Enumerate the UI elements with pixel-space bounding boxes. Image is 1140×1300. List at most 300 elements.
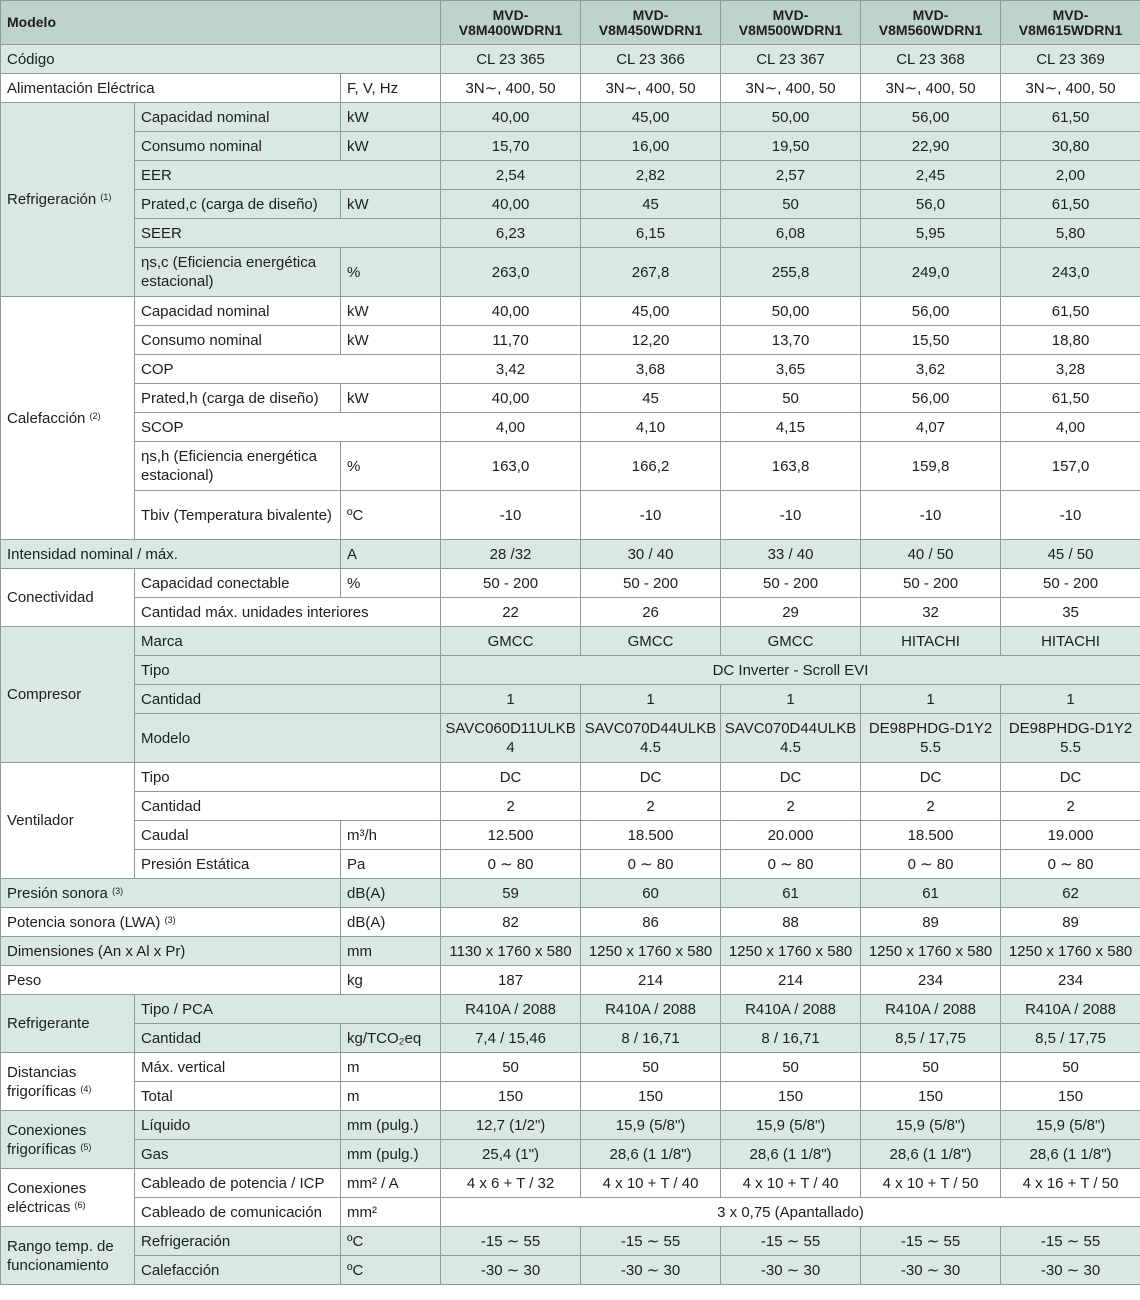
value-cell: 61: [861, 879, 1001, 908]
value-cell: 2: [861, 792, 1001, 821]
value-cell: 159,8: [861, 442, 1001, 491]
value-cell: 8 / 16,71: [721, 1024, 861, 1053]
value-cell: 32: [861, 598, 1001, 627]
group-label: [1, 1053, 135, 1111]
value-cell: 1: [1001, 685, 1140, 714]
row-refrigerante-tipo-pca: [1, 995, 1140, 1024]
value-cell: 30 / 40: [581, 540, 721, 569]
row-label: EER: [135, 161, 441, 190]
row-label: Marca: [135, 627, 441, 656]
value-cell: 3,68: [581, 355, 721, 384]
value-cell: 61,50: [1001, 103, 1140, 132]
row-label: Tipo: [135, 656, 441, 685]
row-rango-refrigeracion: [1, 1227, 1140, 1256]
value-cell: 2,82: [581, 161, 721, 190]
value-cell: 18.500: [581, 821, 721, 850]
row-label: Refrigeración: [135, 1227, 341, 1256]
unit-cell: mm² / A: [341, 1169, 441, 1198]
value-cell: 15,70: [441, 132, 581, 161]
unit-cell: mm²: [341, 1198, 441, 1227]
value-cell: 45: [581, 384, 721, 413]
value-cell: CL 23 369: [1001, 45, 1140, 74]
value-cell: R410A / 2088: [441, 995, 581, 1024]
value-cell: 56,00: [861, 384, 1001, 413]
value-cell: HITACHI: [861, 627, 1001, 656]
row-calefaccion-prated-h-carga-de-diseno: [1, 384, 1140, 413]
value-cell: 1250 x 1760 x 580: [1001, 937, 1140, 966]
value-cell: 3N∼, 400, 50: [861, 74, 1001, 103]
value-line: DE98PHDG-D1Y2: [1008, 720, 1133, 737]
value-cell: 19,50: [721, 132, 861, 161]
value-cell: 62: [1001, 879, 1140, 908]
value-cell: -15 ∼ 55: [861, 1227, 1001, 1256]
row-label: Total: [135, 1082, 341, 1111]
value-cell: -30 ∼ 30: [581, 1256, 721, 1285]
value-cell: 50 - 200: [581, 569, 721, 598]
value-cell: 30,80: [1001, 132, 1140, 161]
value-cell: 1250 x 1760 x 580: [581, 937, 721, 966]
row-label: Tipo: [135, 763, 441, 792]
row-conexiones-elec-cableado-de-potencia-icp: [1, 1169, 1140, 1198]
value-cell: 50 - 200: [441, 569, 581, 598]
group-label-text: Código: [7, 50, 55, 68]
row-dimensiones: [1, 937, 1140, 966]
value-cell: 22,90: [861, 132, 1001, 161]
value-cell: R410A / 2088: [721, 995, 861, 1024]
row-label: Gas: [135, 1140, 341, 1169]
model-name-line: MVD-: [1052, 6, 1089, 23]
value-cell: 150: [441, 1082, 581, 1111]
value-cell: 7,4 / 15,46: [441, 1024, 581, 1053]
group-label-text: Intensidad nominal / máx.: [7, 545, 178, 563]
value-cell: 15,9 (5/8"): [1001, 1111, 1140, 1140]
group-label-text: Distancias frigoríficas: [7, 1063, 77, 1100]
value-cell: 4,07: [861, 413, 1001, 442]
row-conexiones-elec-cableado-de-comunicacion: [1, 1198, 1140, 1227]
value-cell: 50 - 200: [721, 569, 861, 598]
value-cell: 45,00: [581, 297, 721, 326]
value-cell: 1: [581, 685, 721, 714]
row-label: [1, 74, 341, 103]
value-cell: 40,00: [441, 297, 581, 326]
value-cell: 4 x 10 + T / 40: [581, 1169, 721, 1198]
row-label: Cantidad máx. unidades interiores: [135, 598, 441, 627]
model-header: [721, 1, 861, 45]
value-cell: -10: [721, 491, 861, 540]
unit-cell: kW: [341, 326, 441, 355]
value-cell: 61,50: [1001, 190, 1140, 219]
value-cell: 3,65: [721, 355, 861, 384]
value-cell: 86: [581, 908, 721, 937]
row-label: Capacidad nominal: [135, 103, 341, 132]
model-name-line: MVD-: [632, 6, 669, 23]
value-cell: 2: [1001, 792, 1140, 821]
unit-cell: %: [341, 248, 441, 297]
merged-value-cell: 3 x 0,75 (Apantallado): [441, 1198, 1140, 1227]
value-cell: 187: [441, 966, 581, 995]
value-cell: R410A / 2088: [1001, 995, 1140, 1024]
value-cell: 12,20: [581, 326, 721, 355]
value-cell: 26: [581, 598, 721, 627]
group-label: [1, 103, 135, 297]
value-cell: 11,70: [441, 326, 581, 355]
row-label: Cableado de potencia / ICP: [135, 1169, 341, 1198]
value-cell: 2: [441, 792, 581, 821]
group-label: [1, 1169, 135, 1227]
model-name-line: V8M500WDRN1: [738, 21, 843, 38]
value-cell: 1: [441, 685, 581, 714]
row-label: COP: [135, 355, 441, 384]
value-cell: 267,8: [581, 248, 721, 297]
row-label: Consumo nominal: [135, 326, 341, 355]
value-cell: 2,45: [861, 161, 1001, 190]
value-cell: 50: [721, 384, 861, 413]
row-calefaccion-scop: [1, 413, 1140, 442]
value-cell: 15,9 (5/8"): [861, 1111, 1001, 1140]
value-cell: 163,0: [441, 442, 581, 491]
value-cell: 0 ∼ 80: [441, 850, 581, 879]
group-label: [1, 627, 135, 763]
row-ventilador-presion-estatica: [1, 850, 1140, 879]
value-cell: 22: [441, 598, 581, 627]
unit-cell: mm (pulg.): [341, 1111, 441, 1140]
value-cell: DC: [861, 763, 1001, 792]
value-cell: 40,00: [441, 384, 581, 413]
row-label: Prated,h (carga de diseño): [135, 384, 341, 413]
value-cell: CL 23 368: [861, 45, 1001, 74]
value-cell: 33 / 40: [721, 540, 861, 569]
unit-cell: m³/h: [341, 821, 441, 850]
value-cell: 40 / 50: [861, 540, 1001, 569]
value-cell: 60: [581, 879, 721, 908]
unit-cell: m: [341, 1082, 441, 1111]
value-cell: 234: [861, 966, 1001, 995]
value-cell: 150: [1001, 1082, 1140, 1111]
value-line: 4: [506, 739, 515, 756]
row-ventilador-tipo: [1, 763, 1140, 792]
value-cell: 28,6 (1 1/8"): [581, 1140, 721, 1169]
row-conexiones-frig-liquido: [1, 1111, 1140, 1140]
value-cell: 89: [1001, 908, 1140, 937]
value-cell: 2: [581, 792, 721, 821]
group-label-text: Ventilador: [7, 812, 74, 829]
value-cell: 2,57: [721, 161, 861, 190]
row-calefaccion-s-h-eficiencia-energetica-estacional: [1, 442, 1140, 491]
value-cell: 4 x 10 + T / 40: [721, 1169, 861, 1198]
value-cell: 2: [721, 792, 861, 821]
row-label: Prated,c (carga de diseño): [135, 190, 341, 219]
value-cell: 45,00: [581, 103, 721, 132]
value-cell: R410A / 2088: [581, 995, 721, 1024]
unit-cell: kg: [341, 966, 441, 995]
value-cell: 4,00: [441, 413, 581, 442]
row-label: [1, 937, 341, 966]
value-cell: GMCC: [441, 627, 581, 656]
value-cell: HITACHI: [1001, 627, 1140, 656]
group-label-text: Conexiones frigoríficas: [7, 1121, 87, 1158]
value-cell: 40,00: [441, 103, 581, 132]
value-cell: 15,50: [861, 326, 1001, 355]
value-cell: 243,0: [1001, 248, 1140, 297]
row-conexiones-frig-gas: [1, 1140, 1140, 1169]
group-label-text: Potencia sonora (LWA): [7, 913, 161, 931]
value-cell: [441, 714, 581, 763]
value-cell: 20.000: [721, 821, 861, 850]
row-label: ηs,c (Eficiencia energética estacional): [135, 248, 341, 297]
value-line: SAVC070D44ULKB: [584, 720, 717, 737]
model-name-line: V8M400WDRN1: [458, 21, 563, 38]
row-compresor-cantidad: [1, 685, 1140, 714]
row-potencia-sonora: [1, 908, 1140, 937]
group-label-text: Rango temp. de funcionamiento: [7, 1237, 114, 1274]
row-label: [1, 45, 441, 74]
row-label: [1, 908, 341, 937]
value-line: 4.5: [640, 739, 661, 756]
group-label-text: Refrigerante: [7, 1015, 90, 1032]
value-cell: -30 ∼ 30: [721, 1256, 861, 1285]
group-label-text: Compresor: [7, 686, 82, 703]
value-cell: 56,00: [861, 103, 1001, 132]
value-cell: 1: [721, 685, 861, 714]
row-label: Modelo: [135, 714, 441, 763]
value-cell: 157,0: [1001, 442, 1140, 491]
model-name-line: V8M560WDRN1: [878, 21, 983, 38]
row-label: Tbiv (Temperatura bivalente): [135, 491, 341, 540]
unit-cell: F, V, Hz: [341, 74, 441, 103]
value-cell: 19.000: [1001, 821, 1140, 850]
row-label: SCOP: [135, 413, 441, 442]
value-cell: 50: [721, 1053, 861, 1082]
model-name-line: MVD-: [492, 6, 529, 23]
row-label: Cableado de comunicación: [135, 1198, 341, 1227]
value-cell: 12,7 (1/2"): [441, 1111, 581, 1140]
row-refrigeracion-consumo-nominal: [1, 132, 1140, 161]
value-cell: 50,00: [721, 103, 861, 132]
group-label-text: Presión sonora: [7, 884, 108, 902]
row-refrigerante-cantidad: [1, 1024, 1140, 1053]
value-cell: 150: [721, 1082, 861, 1111]
row-label: Calefacción: [135, 1256, 341, 1285]
model-header: [581, 1, 721, 45]
value-cell: 28 /32: [441, 540, 581, 569]
value-cell: 50: [441, 1053, 581, 1082]
unit-cell: dB(A): [341, 879, 441, 908]
value-cell: 28,6 (1 1/8"): [1001, 1140, 1140, 1169]
value-cell: 2,54: [441, 161, 581, 190]
value-cell: 88: [721, 908, 861, 937]
row-label: Máx. vertical: [135, 1053, 341, 1082]
footnote-marker: (5): [80, 1141, 92, 1152]
value-cell: 29: [721, 598, 861, 627]
row-compresor-marca: [1, 627, 1140, 656]
unit-cell: mm: [341, 937, 441, 966]
value-cell: 28,6 (1 1/8"): [861, 1140, 1001, 1169]
row-label: Consumo nominal: [135, 132, 341, 161]
value-line: SAVC070D44ULKB: [724, 720, 857, 737]
value-line: 4.5: [780, 739, 801, 756]
value-cell: 0 ∼ 80: [861, 850, 1001, 879]
value-cell: DC: [441, 763, 581, 792]
unit-cell: ºC: [341, 491, 441, 540]
value-cell: GMCC: [721, 627, 861, 656]
group-label: [1, 995, 135, 1053]
row-label: Tipo / PCA: [135, 995, 441, 1024]
value-cell: 13,70: [721, 326, 861, 355]
value-cell: DC: [721, 763, 861, 792]
value-cell: 18,80: [1001, 326, 1140, 355]
footnote-marker: (3): [112, 885, 124, 896]
value-cell: 12.500: [441, 821, 581, 850]
row-label: ηs,h (Eficiencia energética estacional): [135, 442, 341, 491]
group-label-text: Conexiones eléctricas: [7, 1179, 87, 1216]
row-distancias-max-vertical: [1, 1053, 1140, 1082]
value-cell: 50: [721, 190, 861, 219]
value-cell: R410A / 2088: [861, 995, 1001, 1024]
value-cell: 0 ∼ 80: [721, 850, 861, 879]
value-cell: -10: [1001, 491, 1140, 540]
value-cell: 25,4 (1"): [441, 1140, 581, 1169]
value-cell: -30 ∼ 30: [1001, 1256, 1140, 1285]
value-cell: 3N∼, 400, 50: [1001, 74, 1140, 103]
value-cell: CL 23 365: [441, 45, 581, 74]
unit-cell: m: [341, 1053, 441, 1082]
row-compresor-tipo: [1, 656, 1140, 685]
row-peso: [1, 966, 1140, 995]
value-cell: 8 / 16,71: [581, 1024, 721, 1053]
value-cell: 50 - 200: [1001, 569, 1140, 598]
value-cell: 59: [441, 879, 581, 908]
row-refrigeracion-eer: [1, 161, 1140, 190]
row-compresor-modelo: [1, 714, 1140, 763]
row-label: Cantidad: [135, 1024, 341, 1053]
value-cell: 1130 x 1760 x 580: [441, 937, 581, 966]
group-label-text: Refrigeración: [7, 191, 97, 208]
value-cell: -15 ∼ 55: [441, 1227, 581, 1256]
value-cell: 50: [1001, 1053, 1140, 1082]
model-header: [1001, 1, 1140, 45]
group-label-text: Peso: [7, 971, 42, 989]
row-label: Caudal: [135, 821, 341, 850]
header-label: Modelo: [1, 1, 441, 45]
row-label: Cantidad: [135, 685, 441, 714]
value-cell: 3N∼, 400, 50: [721, 74, 861, 103]
value-cell: 4,15: [721, 413, 861, 442]
value-cell: 61,50: [1001, 297, 1140, 326]
model-name-line: MVD-: [772, 6, 809, 23]
value-cell: 249,0: [861, 248, 1001, 297]
value-cell: 50 - 200: [861, 569, 1001, 598]
value-line: SAVC060D11ULKB: [445, 720, 576, 737]
row-alimentacion: [1, 74, 1140, 103]
value-cell: 15,9 (5/8"): [721, 1111, 861, 1140]
value-cell: 61: [721, 879, 861, 908]
footnote-marker: (4): [80, 1083, 92, 1094]
unit-cell: dB(A): [341, 908, 441, 937]
row-calefaccion-consumo-nominal: [1, 326, 1140, 355]
unit-cell: kg/TCO₂eq: [341, 1024, 441, 1053]
value-cell: 3,28: [1001, 355, 1140, 384]
value-cell: 255,8: [721, 248, 861, 297]
value-cell: 214: [721, 966, 861, 995]
value-cell: -10: [861, 491, 1001, 540]
footnote-marker: (6): [74, 1199, 86, 1210]
unit-cell: kW: [341, 384, 441, 413]
value-line: 5.5: [1060, 739, 1081, 756]
value-cell: 4,10: [581, 413, 721, 442]
value-cell: -30 ∼ 30: [861, 1256, 1001, 1285]
value-cell: 61,50: [1001, 384, 1140, 413]
group-label: [1, 297, 135, 540]
unit-cell: kW: [341, 190, 441, 219]
value-cell: 35: [1001, 598, 1140, 627]
value-cell: 3,42: [441, 355, 581, 384]
value-cell: 5,80: [1001, 219, 1140, 248]
value-cell: 50: [581, 1053, 721, 1082]
row-calefaccion-capacidad-nominal: [1, 297, 1140, 326]
unit-cell: kW: [341, 297, 441, 326]
group-label: [1, 763, 135, 879]
model-name-line: V8M615WDRN1: [1018, 21, 1123, 38]
value-cell: -15 ∼ 55: [1001, 1227, 1140, 1256]
value-cell: 3N∼, 400, 50: [581, 74, 721, 103]
value-cell: 3,62: [861, 355, 1001, 384]
value-cell: 56,00: [861, 297, 1001, 326]
value-cell: 4 x 6 + T / 32: [441, 1169, 581, 1198]
value-cell: 6,15: [581, 219, 721, 248]
unit-cell: %: [341, 569, 441, 598]
row-label: [1, 879, 341, 908]
value-line: DE98PHDG-D1Y2: [868, 720, 993, 737]
value-cell: 50,00: [721, 297, 861, 326]
value-cell: 8,5 / 17,75: [1001, 1024, 1140, 1053]
value-cell: 8,5 / 17,75: [861, 1024, 1001, 1053]
value-cell: 50: [861, 1053, 1001, 1082]
value-cell: 6,08: [721, 219, 861, 248]
value-cell: -30 ∼ 30: [441, 1256, 581, 1285]
value-cell: 1250 x 1760 x 580: [861, 937, 1001, 966]
value-cell: 89: [861, 908, 1001, 937]
row-label: Cantidad: [135, 792, 441, 821]
row-label: Presión Estática: [135, 850, 341, 879]
value-cell: 263,0: [441, 248, 581, 297]
footnote-marker: (1): [100, 192, 112, 202]
row-label: SEER: [135, 219, 441, 248]
row-conectividad-capacidad-conectable: [1, 569, 1140, 598]
footnote-marker: (3): [164, 914, 176, 925]
value-cell: 15,9 (5/8"): [581, 1111, 721, 1140]
model-header: [441, 1, 581, 45]
row-label: Capacidad nominal: [135, 297, 341, 326]
row-label: [1, 966, 341, 995]
row-calefaccion-tbiv-temperatura-bivalente: [1, 491, 1140, 540]
group-label: [1, 1111, 135, 1169]
value-cell: -15 ∼ 55: [581, 1227, 721, 1256]
unit-cell: mm (pulg.): [341, 1140, 441, 1169]
value-cell: -10: [441, 491, 581, 540]
row-label: Capacidad conectable: [135, 569, 341, 598]
row-conectividad-cantidad-max-unidades-interiores: [1, 598, 1140, 627]
group-label: [1, 1227, 135, 1285]
value-cell: 163,8: [721, 442, 861, 491]
row-ventilador-caudal: [1, 821, 1140, 850]
row-presion-sonora: [1, 879, 1140, 908]
value-cell: 6,23: [441, 219, 581, 248]
value-cell: 18.500: [861, 821, 1001, 850]
row-distancias-total: [1, 1082, 1140, 1111]
value-cell: GMCC: [581, 627, 721, 656]
value-line: 5.5: [920, 739, 941, 756]
value-cell: 28,6 (1 1/8"): [721, 1140, 861, 1169]
